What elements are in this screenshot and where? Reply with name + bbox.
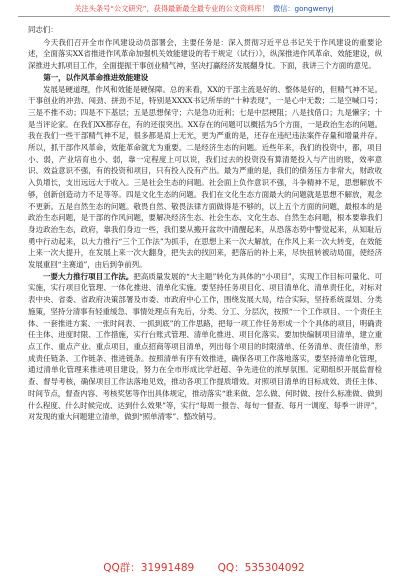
footer-qq: QQ：535304092 (217, 562, 305, 574)
footer-qq-group: QQ群：31991489 (103, 562, 195, 574)
banner-wechat: 微信：gongwenyj (272, 4, 334, 13)
section-1-heading: 第一，以作风革命推进效能建设 (43, 72, 149, 82)
method-paragraph (28, 271, 382, 423)
document-body (28, 24, 382, 423)
header-banner (0, 0, 408, 18)
header-rule (18, 16, 390, 17)
banner-text: 关注头条号“公文研究”，获得最新最全最专业的公文资料库！ (74, 4, 269, 13)
footer-contact (0, 560, 408, 575)
method-lead: 一要大力推行项目工作法。 (43, 271, 134, 281)
salutation: 同志们： (28, 25, 58, 34)
section-1-paragraph: 发展是硬道理，作风和效能是硬保障。总的来看，XX的干部主流是好的、整体是好的，但精气神不足。干事创业的冲劲、闯劲、拼劲不足，特别是XXXX书记所举的“十种表现”，一是心中无数；二是空喊口号；三是不推不动；四是不下基层；五是思想保守；六是急功近利；七是中层梗阻；八是找借口；九是懒字；十是当评论家。在我们XX都存在，有的还很突出。XX存在的问题可以概括为5个方面，一是政治生态的问题。我在我们一些干部精气神不足，很多都是肩上无光，更为严重的是，还存在违纪违法案件存量和增量并存。所以，抓干部作风革命，效能革命就尤为重要。二是经济生态的问题。近些年来，我们的投资中，都，项目小、弱，产业培育也小、弱，靠一定程度上可以说，我们过去的投资没有算清楚投入与产出的账，效率意识、效益意识不强，有的投资和项目，只有投入没有产出。最为严重的是，我们的债务压力非常大，财政收入负增长，支出远远大于收入。三是社会生态的问题。社会面上负作意识不强，斗争精神不足，思想解放不够，创新创造动力不足等等。四是文化生态的问题。我们在文化生态方面最大的问题就是思想不解放，观念不更新。五是自然生态的问题。敬畏自然、敬畏法律方面做得是不够的，以上五个方面的问题，最根本的是政治生态问题，是干部的作风问题，要解决经济生态、社会生态、文化生态、自然生态问题，根本要靠我们身边政治生态，政府，靠我们身边一些，我们要从搬开盆坎中清醒起来，从恐落态势中警觉起来，从知耻后勇中行动起来，以大力推行“三个工作法”为抓手，在思想上来一次大解放，在作风上来一次大转变，在效能上来一次大提升，在发展上来一次大翻身，把失去的找回来，把落后的补上来，尽快扭转被动局面，使经济发展重回“主赛道”，由后到争前列。 (28, 84, 382, 270)
method-body: 把高质量发展的“大主题”转化为具体的“小项目”，实现工作目标可量化、可实施，实行项目化管理、一体化推进、清单化实施。要坚持任务项目化、项目清单化、清单责任化，对标对表中央、省委、省政府决策部署及市委、市政府中心工作，围绕发展大局，结合实际，坚持系统谋划、分类施策，坚持分清事有轻重缓急、事情处理点有先后，分类、分工、分层次，按照“一个工作项目、一个责任主体、一套推进方案、一张时间表、一抓到底”的工作思路，把每一项工作任务形成一个个具体的项目，明确责任主体、进度时限、工作措施，实行台账式管理、清单化推进、项目化落实。要加快编制项目清单，建立重点工作、重点产业、重点项目，重点招商等项目清单，列出每个项目的时限清单、任务清单、责任清单，形成责任链条、工作链条、推进链条。按照清单有序有效推进，确保各项工作落地落实，要坚持清单化管理，通过清单化管理来推进项目建设，努力在全市形成比学赶超、争先进位的浓厚氛围。定期组织开展监督检查、督导考核，确保项目工作法落地见效，推动各项工作提质增效。对照项目清单的目标成效、责任主体、时间节点，督查内容、考核奖惩等作出具体规定，推动落实“谁来做、怎么做、何时做、按什么标准做、做到什么程度、什么时候完成、达到什么效果”等，实行“每周一报告、每旬一督查、每月一调度、每季一讲评”，对发现的重大问题建立清单，做到“照单清零”、整改销号。 (28, 271, 382, 422)
intro-paragraph: 今天我们召开全市作风建设动员部署会，主要任务是：深入贯彻习近平总书记关于作风建设的重要论述，全面落实XX省推进作风革命加强机关效能建设的若干规定（试行）》，纵深推进作风革命、效能建设，纵深推进大抓项目工作，全面提振干事创业精气神，坚决打赢经济发展翻身仗。下面，我讲三个方面的意见。 (28, 37, 382, 71)
